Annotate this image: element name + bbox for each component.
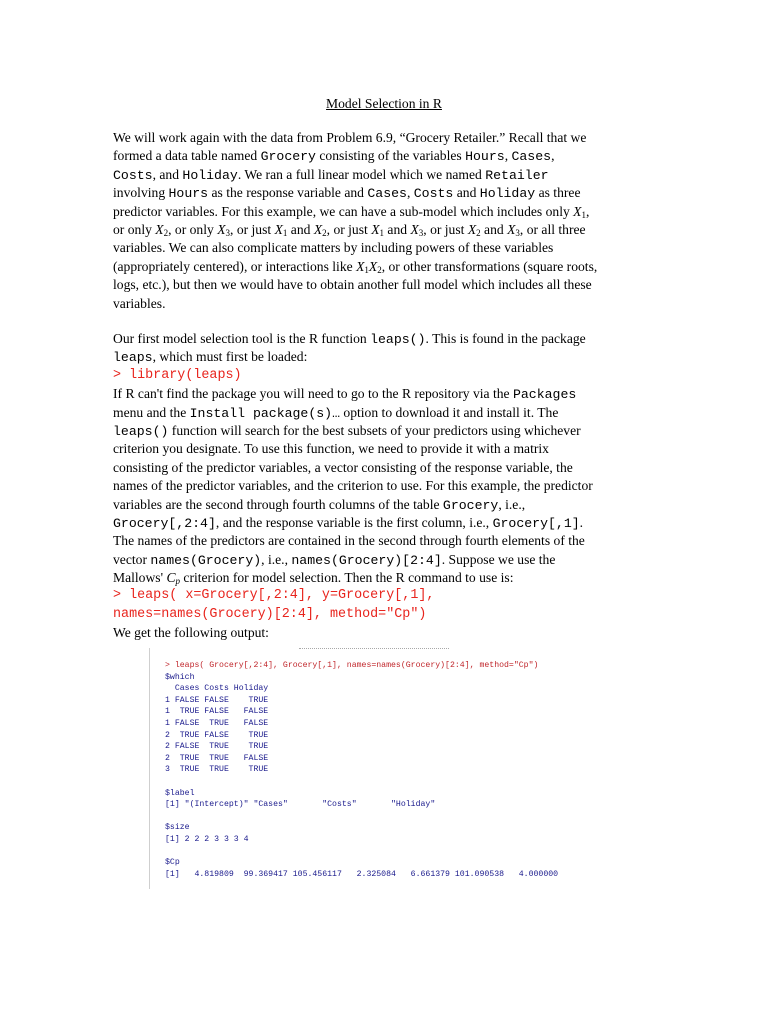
text-line: The names of the predictors are contained in the second through fourth elements of the [113,533,585,549]
code-line: names=names(Grocery)[2:4], method="Cp") [113,606,427,622]
which-row: 2 TRUE TRUE FALSE [165,753,269,763]
cp-row: [1] 4.819809 99.369417 105.456117 2.325084 6.661379 101.090538 4.000000 [165,869,559,879]
console-text [165,660,558,880]
cp-label: $Cp [165,858,180,868]
text-line: Mallows' $C_p$ criterion for model selection. Then the R command to use is: [113,570,514,587]
page-title: Model Selection in R [326,96,442,111]
text-line: If R can't find the package you will need to go to the R repository via the Packages [113,386,577,403]
which-row: 1 FALSE FALSE TRUE [165,695,269,705]
which-label: $which [165,672,195,682]
cropped-text-fragment [299,648,449,653]
text-line: variables. [113,295,166,311]
code-line: > library(leaps) [113,367,242,383]
size-label: $size [165,823,190,833]
text-line: consisting of the predictor variables, a vector consisting of the response variable, the [113,459,573,475]
which-row: 2 TRUE FALSE TRUE [165,730,269,740]
r-console-output-image [149,648,613,889]
text-line: We will work again with the data from Problem 6.9, “Grocery Retailer.” Recall that we [113,130,587,145]
text-line: menu and the Install package(s)… option to download it and install it. The [113,404,559,421]
text-line: leaps, which must first be loaded: [113,349,308,366]
text-line: formed a data table named Grocery consisting of the variables Hours, Cases, [113,148,555,165]
image-edge [149,648,150,889]
which-row: 3 TRUE TRUE TRUE [165,765,269,775]
which-row: 1 TRUE FALSE FALSE [165,707,269,717]
text-line: variables. We can also complicate matters by including powers of these variables [113,240,554,256]
text-line: vector names(Grocery), i.e., names(Grocery)[2:4]. Suppose we use the [113,551,556,568]
code-line: > leaps( x=Grocery[,2:4], y=Grocery[,1], [113,588,435,604]
text-line: (appropriately centered), or interactions like $X_1X_2$, or other transformations (square roots, [113,258,598,275]
text-line: Costs, and Holiday. We ran a full linear model which we named Retailer [113,166,549,183]
text-line: variables are the second through fourth columns of the table Grocery, i.e., [113,496,526,513]
leaps-paragraph [113,330,655,643]
console-command: > leaps( Grocery[,2:4], Grocery[,1], names=names(Grocery)[2:4], method="Cp") [165,661,539,670]
text-line: Grocery[,2:4], and the response variable is the first column, i.e., Grocery[,1]. [113,514,584,531]
text-line: Our first model selection tool is the R function leaps(). This is found in the package [113,331,586,347]
which-row: 2 FALSE TRUE TRUE [165,742,269,752]
text-line: names of the predictor variables, and the criterion to use. For this example, the predictor [113,478,593,494]
label-row: [1] "(Intercept)" "Cases" "Costs" "Holiday" [165,800,436,810]
text-line: leaps() function will search for the best subsets of your predictors using whichever [113,422,581,439]
text-line: predictor variables. For this example, we can have a sub-model which includes only $X_1$, [113,203,590,220]
intro-paragraph [113,129,655,313]
text-line: involving Hours as the response variable and Cases, Costs and Holiday as three [113,185,581,202]
size-row: [1] 2 2 2 3 3 3 4 [165,834,249,844]
which-header: Cases Costs Holiday [165,684,269,694]
text-line: or only $X_2$, or only $X_3$, or just $X_1$ and $X_2$, or just $X_1$ and $X_3$, or just $X_2$ and $X_3$, or all three [113,221,586,238]
text-line: logs, etc.), but then we would have to obtain another full model which includes all these [113,277,592,293]
text-line: We get the following output: [113,625,269,641]
label-label: $label [165,788,195,798]
text-line: criterion you designate. To use this function, we need to provide it with a matrix [113,441,549,457]
which-row: 1 FALSE TRUE FALSE [165,718,269,728]
